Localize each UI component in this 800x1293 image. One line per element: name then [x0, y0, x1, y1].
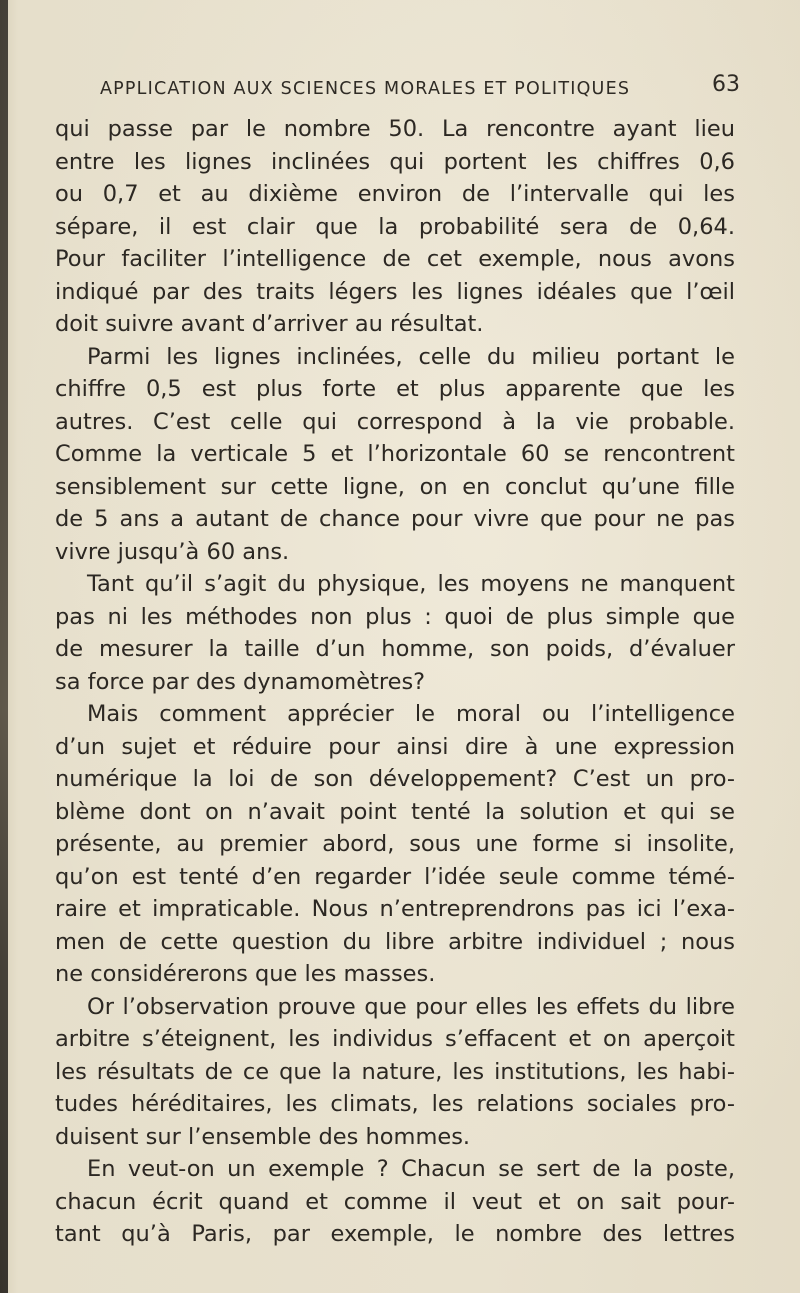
- text-line: de mesurer la taille d’un homme, son poids, d’évaluer: [55, 636, 735, 662]
- text-line: Pour faciliter l’intelligence de cet exemple, nous avons: [55, 246, 735, 272]
- text-line: raire et impraticable. Nous n’entreprendrons pas ici l’exa-: [55, 896, 735, 922]
- text-line: blème dont on n’avait point tenté la solution et qui se: [55, 798, 735, 825]
- text-line: Tant qu’il s’agit du physique, les moyens ne manquent: [87, 571, 735, 597]
- page-header: [100, 74, 740, 104]
- text-line: sa force par des dynamomètres?: [55, 668, 426, 695]
- text-line: En veut-on un exemple ? Chacun se sert de la poste,: [87, 1156, 735, 1182]
- text-line: Or l’observation prouve que pour elles les effets du libre: [87, 993, 735, 1020]
- text-line: de 5 ans a autant de chance pour vivre que pour ne pas: [55, 506, 735, 532]
- text-line: vivre jusqu’à 60 ans.: [55, 538, 290, 565]
- text-line: ne considérerons que les masses.: [55, 961, 436, 987]
- text-line: men de cette question du libre arbitre individuel ; nous: [55, 928, 735, 955]
- text-line: présente, au premier abord, sous une forme si insolite,: [55, 831, 735, 857]
- text-line: d’un sujet et réduire pour ainsi dire à une expression: [55, 733, 735, 760]
- text-line: duisent sur l’ensemble des hommes.: [55, 1123, 471, 1150]
- text-line: tant qu’à Paris, par exemple, le nombre des lettres: [55, 1221, 735, 1247]
- text-line: arbitre s’éteignent, les individus s’effacent et on aperçoit: [55, 1026, 735, 1052]
- text-line: tudes héréditaires, les climats, les relations sociales pro-: [55, 1091, 735, 1117]
- text-line: Comme la verticale 5 et l’horizontale 60 se rencontrent: [55, 441, 735, 467]
- text-line: pas ni les méthodes non plus : quoi de plus simple que: [55, 603, 735, 630]
- text-line: autres. C’est celle qui correspond à la vie probable.: [55, 408, 735, 435]
- text-line: chacun écrit quand et comme il veut et on sait pour-: [55, 1188, 735, 1215]
- text-line: sensiblement sur cette ligne, on en conclut qu’une fille: [55, 473, 735, 500]
- book-spine-shadow: [0, 0, 8, 1293]
- text-line: Parmi les lignes inclinées, celle du milieu portant le: [87, 343, 735, 370]
- text-line: qui passe par le nombre 50. La rencontre ayant lieu: [55, 116, 735, 142]
- text-line: entre les lignes inclinées qui portent les chiffres 0,6: [55, 148, 735, 175]
- body-text: [55, 113, 735, 1251]
- text-line: ou 0,7 et au dixième environ de l’intervalle qui les: [55, 181, 735, 207]
- running-title: APPLICATION AUX SCIENCES MORALES ET POLITIQUES: [100, 79, 631, 99]
- text-line: Mais comment apprécier le moral ou l’intelligence: [87, 701, 735, 727]
- text-line: chiffre 0,5 est plus forte et plus apparente que les: [55, 376, 735, 402]
- text-line: doit suivre avant d’arriver au résultat.: [55, 311, 484, 337]
- text-line: sépare, il est clair que la probabilité sera de 0,64.: [55, 213, 735, 240]
- text-line: indiqué par des traits légers les lignes idéales que l’œil: [55, 278, 735, 305]
- text-line: numérique la loi de son développement? C’est un pro-: [55, 766, 735, 792]
- text-line: les résultats de ce que la nature, les institutions, les habi-: [55, 1058, 735, 1085]
- page-number: 63: [712, 72, 740, 97]
- text-line: qu’on est tenté d’en regarder l’idée seule comme témé-: [55, 863, 735, 890]
